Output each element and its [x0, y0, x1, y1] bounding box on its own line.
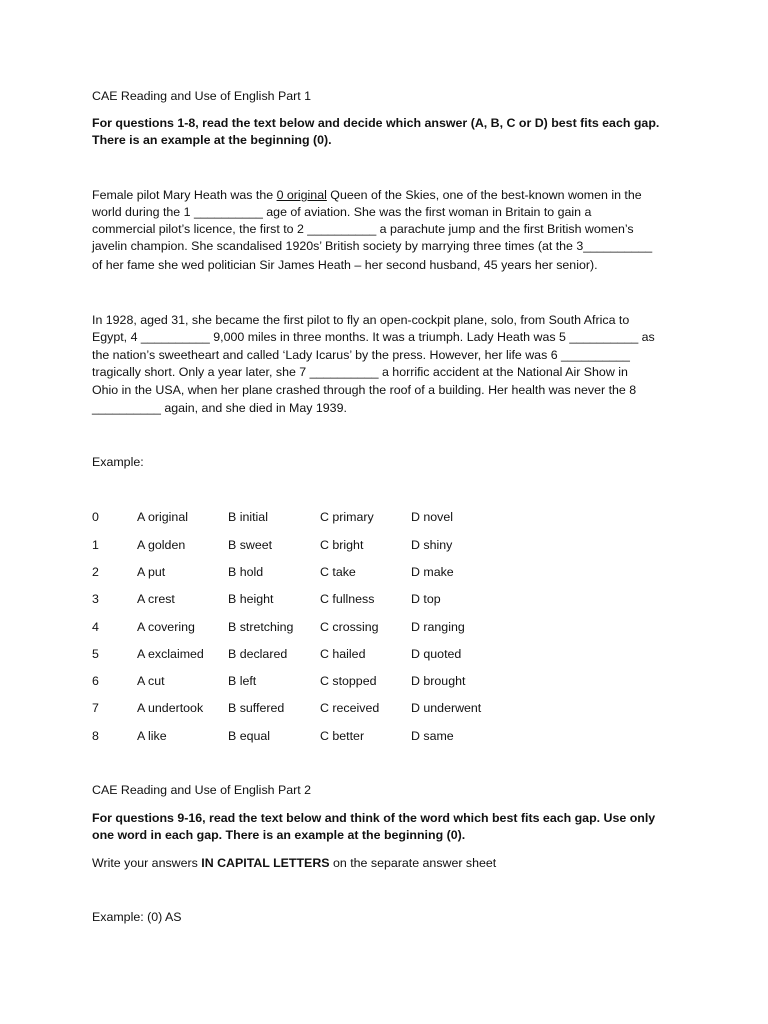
option-c: C received: [320, 701, 380, 715]
example-answer: 0 original: [276, 188, 327, 202]
option-b: B initial: [228, 510, 268, 524]
option-b: B hold: [228, 565, 264, 579]
option-b: B height: [228, 592, 274, 606]
part1-instruction-2: There is an example at the beginning (0).: [92, 133, 332, 147]
option-a: A cut: [137, 674, 165, 688]
paragraph2-line-6: __________ again, and she died in May 1939.: [92, 401, 347, 415]
option-d: D top: [411, 592, 441, 606]
part2-title: CAE Reading and Use of English Part 2: [92, 783, 312, 797]
option-a: A golden: [137, 538, 186, 552]
option-c: C stopped: [320, 674, 377, 688]
paragraph2-line-3: the nation’s sweetheart and called ‘Lady Icarus’ by the press. However, her life was 6 __________: [92, 348, 630, 362]
question-number: 4: [92, 620, 99, 634]
question-number: 5: [92, 647, 99, 661]
option-d: D ranging: [411, 620, 465, 634]
question-number: 7: [92, 701, 99, 715]
option-d: D underwent: [411, 701, 482, 715]
option-a: A like: [137, 729, 167, 743]
paragraph2-line-2: Egypt, 4 __________ 9,000 miles in three months. It was a triumph. Lady Heath was 5 __________ as: [92, 330, 655, 344]
question-number: 8: [92, 729, 99, 743]
option-d: D same: [411, 729, 454, 743]
paragraph2-line-5: Ohio in the USA, when her plane crashed through the roof of a building. Her health was never the 8: [92, 383, 637, 397]
option-b: B stretching: [228, 620, 294, 634]
option-a: A crest: [137, 592, 175, 606]
paragraph1-line-1: [92, 187, 642, 203]
option-c: C fullness: [320, 592, 375, 606]
option-a: A put: [137, 565, 166, 579]
write-answers-note: [92, 855, 496, 871]
paragraph1-line-2: world during the 1 __________ age of aviation. She was the first woman in Britain to gain a: [92, 205, 592, 219]
option-c: C take: [320, 565, 356, 579]
paragraph1-line-3: commercial pilot’s licence, the first to 2 __________ a parachute jump and the first British women’s: [92, 222, 634, 236]
question-number: 1: [92, 538, 99, 552]
part2-instruction-2: one word in each gap. There is an example at the beginning (0).: [92, 828, 466, 842]
option-b: B equal: [228, 729, 271, 743]
option-b: B suffered: [228, 701, 285, 715]
write-note-capitals: IN CAPITAL LETTERS: [201, 856, 330, 870]
option-d: D make: [411, 565, 454, 579]
option-c: C bright: [320, 538, 364, 552]
option-c: C crossing: [320, 620, 379, 634]
option-b: B declared: [228, 647, 288, 661]
option-c: C primary: [320, 510, 374, 524]
option-d: D quoted: [411, 647, 462, 661]
write-note-post: on the separate answer sheet: [329, 856, 497, 870]
option-a: A covering: [137, 620, 195, 634]
write-note-pre: Write your answers: [92, 856, 202, 870]
option-b: B sweet: [228, 538, 273, 552]
option-c: C better: [320, 729, 365, 743]
question-number: 6: [92, 674, 99, 688]
option-b: B left: [228, 674, 257, 688]
paragraph1-line-1-pre: Female pilot Mary Heath was the: [92, 188, 277, 202]
part1-instruction-1: For questions 1-8, read the text below and decide which answer (A, B, C or D) best fits each gap.: [92, 116, 660, 130]
question-number: 3: [92, 592, 99, 606]
part2-instruction-1: For questions 9-16, read the text below and think of the word which best fits each gap. Use only: [92, 811, 656, 825]
paragraph1-line-5: of her fame she wed politician Sir James Heath – her second husband, 45 years her senior).: [92, 258, 598, 272]
option-c: C hailed: [320, 647, 366, 661]
paragraph1-line-4: javelin champion. She scandalised 1920s’ British society by marrying three times (at the 3__________: [92, 239, 653, 253]
paragraph2-line-4: tragically short. Only a year later, she 7 __________ a horrific accident at the National Air Show in: [92, 365, 628, 379]
question-number: 0: [92, 510, 99, 524]
paragraph2-line-1: In 1928, aged 31, she became the first pilot to fly an open-cockpit plane, solo, from South Africa to: [92, 313, 630, 327]
part2-example: Example: (0) AS: [92, 910, 182, 924]
option-d: D brought: [411, 674, 466, 688]
option-d: D shiny: [411, 538, 453, 552]
option-a: A original: [137, 510, 188, 524]
option-a: A exclaimed: [137, 647, 204, 661]
paragraph1-line-1-post: Queen of the Skies, one of the best-known women in the: [326, 188, 642, 202]
question-number: 2: [92, 565, 99, 579]
option-d: D novel: [411, 510, 454, 524]
option-a: A undertook: [137, 701, 204, 715]
example-label: Example:: [92, 455, 144, 469]
part1-title: CAE Reading and Use of English Part 1: [92, 89, 312, 103]
